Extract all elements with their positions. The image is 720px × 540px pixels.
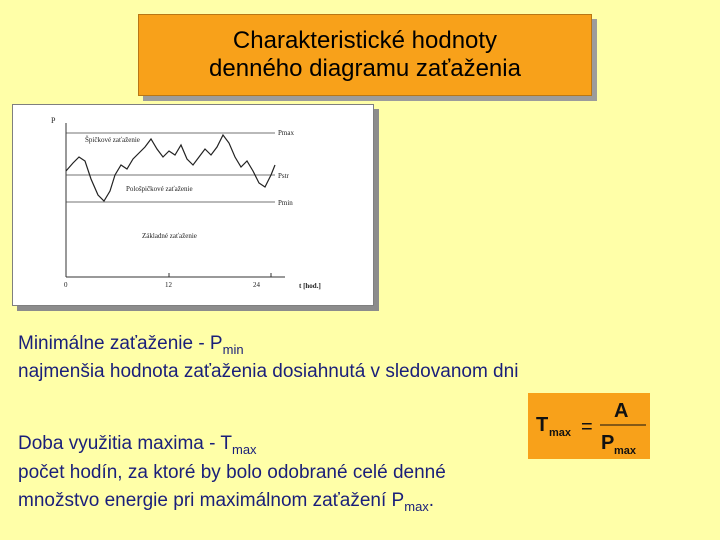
tmax-description-line-2-text: množstvo energie pri maximálnom zaťažení P	[18, 490, 405, 511]
formula-lhs: T	[536, 414, 549, 436]
tmax-description-line-2-sub: max	[404, 499, 429, 514]
tmax-description-line-2	[18, 490, 434, 514]
x-axis-label: t [hod.]	[299, 282, 321, 290]
tmax-heading	[18, 433, 257, 457]
formula-lhs-sub: max	[549, 427, 572, 439]
formula-denominator: P	[601, 432, 615, 454]
min-load-heading-text: Minimálne zaťaženie - P	[18, 333, 223, 354]
tmax-formula	[528, 393, 650, 459]
region-label-semipeak: Pološpičkové zaťaženie	[126, 185, 193, 193]
slide-title	[138, 14, 592, 96]
region-label-base: Základné zaťaženie	[142, 232, 197, 240]
tmax-description-line-2-end: .	[428, 490, 435, 511]
load-diagram-figure	[12, 104, 374, 306]
min-load-description: najmenšia hodnota zaťaženia dosiahnutá v sledovanom dni	[18, 361, 519, 382]
y-axis-label: P	[51, 116, 56, 125]
region-label-peak: Špičkové zaťaženie	[85, 136, 140, 144]
load-diagram-svg	[13, 105, 373, 305]
formula-denominator-sub: max	[614, 445, 637, 457]
min-load-heading-sub: min	[222, 342, 244, 357]
min-load-heading	[18, 333, 244, 357]
level-label-pstr: Pstr	[278, 172, 289, 180]
level-label-pmax: Pmax	[278, 129, 294, 137]
level-label-pmin: Pmin	[278, 199, 293, 207]
tick-label-24: 24	[253, 281, 260, 289]
tmax-formula-svg	[528, 393, 650, 459]
tmax-description-line-1: počet hodín, za ktoré by bolo odobrané celé denné	[18, 462, 446, 483]
tmax-heading-sub: max	[232, 442, 257, 457]
title-line-2: denného diagramu zaťaženia	[209, 55, 521, 82]
tick-label-0: 0	[64, 281, 68, 289]
formula-numerator: A	[614, 400, 629, 422]
title-line-1: Charakteristické hodnoty	[232, 27, 498, 54]
tick-label-12: 12	[165, 281, 172, 289]
tmax-heading-text: Doba využitia maxima - T	[18, 433, 232, 454]
formula-equals: =	[581, 416, 593, 438]
